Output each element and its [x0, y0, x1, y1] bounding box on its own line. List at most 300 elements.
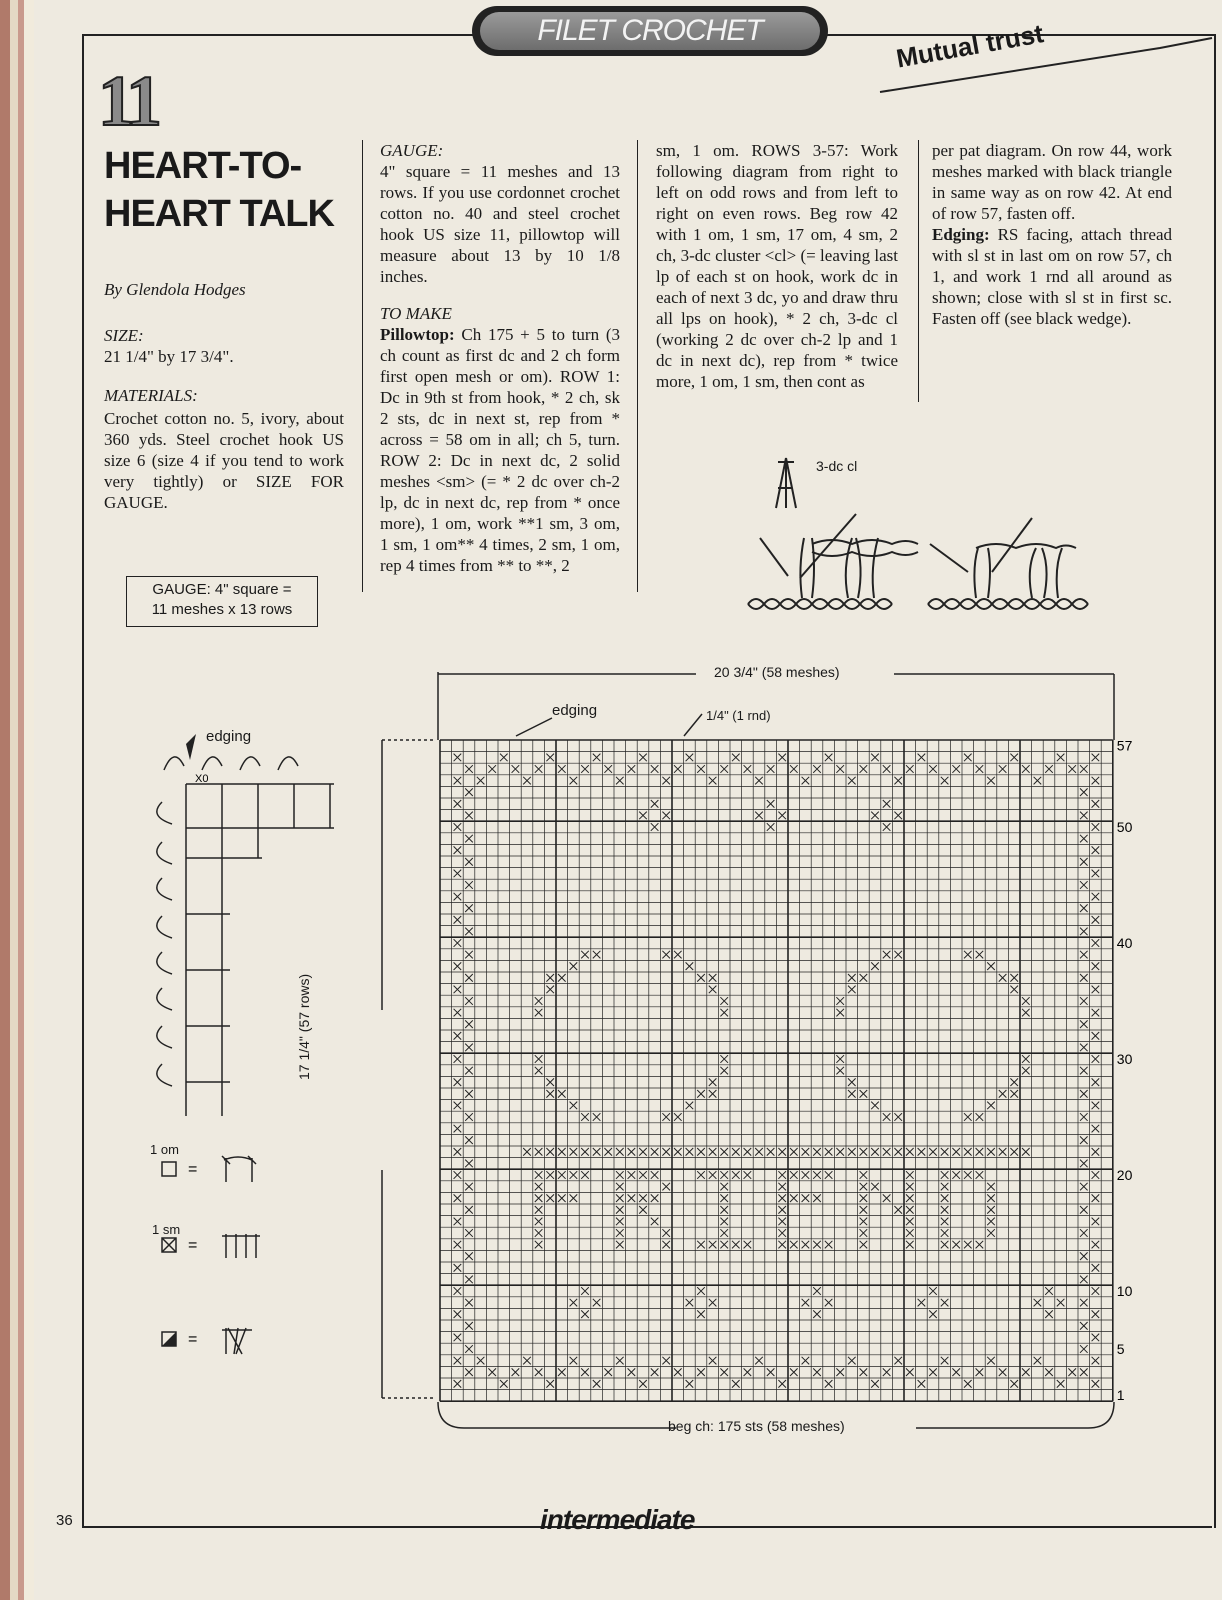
solid-mesh [1045, 1368, 1053, 1376]
row-number-label: 40 [1116, 934, 1133, 951]
solid-mesh [941, 1218, 949, 1226]
solid-mesh [999, 974, 1007, 982]
solid-mesh [454, 754, 462, 762]
solid-mesh [778, 754, 786, 762]
solid-mesh [465, 1020, 473, 1028]
solid-mesh [465, 881, 473, 889]
solid-mesh [465, 1252, 473, 1260]
solid-mesh [709, 986, 717, 994]
solid-mesh [1010, 1380, 1018, 1388]
solid-mesh [686, 1102, 694, 1110]
solid-mesh [639, 1171, 647, 1179]
solid-mesh [523, 1148, 531, 1156]
solid-mesh [929, 1368, 937, 1376]
solid-mesh [848, 1078, 856, 1086]
solid-mesh [1010, 1078, 1018, 1086]
solid-mesh [883, 1368, 891, 1376]
solid-mesh [860, 1368, 868, 1376]
solid-mesh [454, 1218, 462, 1226]
solid-mesh [720, 1229, 728, 1237]
solid-mesh [720, 1218, 728, 1226]
solid-mesh [454, 777, 462, 785]
solid-mesh [488, 1368, 496, 1376]
solid-mesh [778, 1171, 786, 1179]
solid-mesh [894, 1148, 902, 1156]
solid-mesh [732, 1171, 740, 1179]
solid-mesh [1010, 1090, 1018, 1098]
solid-mesh [720, 765, 728, 773]
svg-text:X0: X0 [195, 773, 209, 785]
solid-mesh [987, 962, 995, 970]
row-number-label: 5 [1116, 1340, 1125, 1357]
solid-mesh [546, 1090, 554, 1098]
solid-mesh [454, 1380, 462, 1388]
solid-mesh [941, 1299, 949, 1307]
solid-mesh [662, 951, 670, 959]
solid-mesh [709, 1148, 717, 1156]
solid-mesh [802, 1148, 810, 1156]
solid-mesh [1057, 754, 1065, 762]
solid-mesh [1092, 1148, 1100, 1156]
solid-mesh [465, 1067, 473, 1075]
solid-mesh [1080, 765, 1088, 773]
solid-mesh [813, 765, 821, 773]
solid-mesh [894, 1357, 902, 1365]
solid-mesh [465, 951, 473, 959]
solid-mesh [546, 986, 554, 994]
solid-mesh [697, 765, 705, 773]
solid-mesh [686, 1148, 694, 1156]
solid-mesh [790, 1194, 798, 1202]
solid-mesh [894, 1206, 902, 1214]
solid-mesh [802, 1171, 810, 1179]
solid-mesh [825, 754, 833, 762]
solid-mesh [860, 1229, 868, 1237]
solid-mesh [987, 1206, 995, 1214]
title-line: HEART TALK [104, 193, 334, 235]
row-number-label: 20 [1116, 1166, 1133, 1183]
edging-label: Edging: [932, 225, 990, 244]
solid-mesh [662, 1241, 670, 1249]
solid-mesh [581, 951, 589, 959]
gauge-column [380, 140, 620, 576]
solid-mesh [929, 1148, 937, 1156]
title-line: HEART-TO- [104, 145, 302, 187]
solid-mesh [790, 765, 798, 773]
solid-mesh [465, 858, 473, 866]
solid-mesh [1068, 765, 1076, 773]
solid-mesh [999, 765, 1007, 773]
solid-mesh [1080, 1020, 1088, 1028]
solid-mesh [546, 974, 554, 982]
solid-mesh [883, 800, 891, 808]
solid-mesh [802, 1299, 810, 1307]
size-label: SIZE: [104, 326, 144, 345]
solid-mesh [987, 1194, 995, 1202]
solid-mesh [616, 1357, 624, 1365]
solid-mesh [454, 1102, 462, 1110]
solid-mesh [651, 823, 659, 831]
solid-mesh [1034, 777, 1042, 785]
solid-mesh [755, 812, 763, 820]
solid-mesh [860, 1206, 868, 1214]
solid-mesh [535, 1183, 543, 1191]
solid-mesh [1080, 1252, 1088, 1260]
solid-mesh [581, 1148, 589, 1156]
solid-mesh [465, 765, 473, 773]
solid-mesh [500, 1380, 508, 1388]
solid-mesh [697, 1171, 705, 1179]
solid-mesh [871, 962, 879, 970]
solid-mesh [697, 1090, 705, 1098]
filet-chart [436, 736, 1186, 1408]
solid-mesh [1080, 1229, 1088, 1237]
solid-mesh [778, 1380, 786, 1388]
solid-mesh [558, 1148, 566, 1156]
solid-mesh [535, 1148, 543, 1156]
solid-mesh [616, 1206, 624, 1214]
solid-mesh [1092, 962, 1100, 970]
column-divider [362, 140, 363, 592]
solid-mesh [1080, 974, 1088, 982]
solid-mesh [906, 1241, 914, 1249]
solid-mesh [570, 1299, 578, 1307]
solid-mesh [454, 1148, 462, 1156]
solid-mesh [465, 1322, 473, 1330]
byline: By Glendola Hodges [104, 280, 246, 299]
solid-mesh [697, 974, 705, 982]
solid-mesh [1022, 997, 1030, 1005]
equals-sign: = [188, 1237, 198, 1254]
solid-mesh [1080, 1044, 1088, 1052]
solid-mesh [662, 1113, 670, 1121]
solid-mesh [570, 777, 578, 785]
solid-mesh [976, 1113, 984, 1121]
solid-mesh [454, 893, 462, 901]
chart-edging-label: edging [552, 702, 598, 719]
solid-mesh [686, 1299, 694, 1307]
solid-mesh [1080, 1276, 1088, 1284]
solid-mesh [836, 1055, 844, 1063]
solid-mesh [976, 1241, 984, 1249]
solid-mesh [952, 1241, 960, 1249]
solid-mesh [778, 1194, 786, 1202]
solid-mesh [1080, 1067, 1088, 1075]
solid-mesh [929, 1287, 937, 1295]
solid-mesh [1080, 951, 1088, 959]
solid-mesh [999, 1368, 1007, 1376]
solid-mesh [964, 1148, 972, 1156]
solid-mesh [454, 939, 462, 947]
solid-mesh [778, 1229, 786, 1237]
solid-mesh [697, 1287, 705, 1295]
solid-mesh [535, 765, 543, 773]
solid-mesh [1092, 1055, 1100, 1063]
solid-mesh [674, 951, 682, 959]
solid-mesh [755, 777, 763, 785]
chart-base-label: beg ch: 175 sts (58 meshes) [668, 1418, 845, 1434]
materials-text: Crochet cotton no. 5, ivory, about 360 yds. Steel crochet hook US size 6 (size 4 if you tend to work very tightly) or SIZE FOR GAUGE. [104, 409, 344, 512]
solid-mesh [651, 1194, 659, 1202]
solid-mesh [894, 1113, 902, 1121]
solid-mesh [976, 765, 984, 773]
solid-mesh [999, 1090, 1007, 1098]
solid-mesh [918, 1148, 926, 1156]
solid-mesh [952, 1171, 960, 1179]
solid-mesh [1022, 1067, 1030, 1075]
solid-mesh [674, 1148, 682, 1156]
equals-sign: = [188, 1161, 198, 1178]
solid-mesh [1092, 1218, 1100, 1226]
solid-mesh [860, 1171, 868, 1179]
solid-mesh [477, 777, 485, 785]
solid-mesh [674, 1113, 682, 1121]
solid-mesh [570, 1148, 578, 1156]
solid-mesh [987, 777, 995, 785]
solid-mesh [465, 997, 473, 1005]
solid-mesh [1092, 1194, 1100, 1202]
solid-mesh [1092, 823, 1100, 831]
solid-mesh [651, 1218, 659, 1226]
solid-mesh [709, 1299, 717, 1307]
solid-mesh [1080, 1113, 1088, 1121]
solid-mesh [535, 1229, 543, 1237]
solid-mesh [454, 1055, 462, 1063]
solid-mesh [952, 1148, 960, 1156]
legend-om-label: 1 om [150, 1142, 179, 1157]
gauge-text: 4" square = 11 meshes and 13 rows. If you use cordonnet crochet cotton no. 40 and steel crochet hook US size 11, pillowtop will measure about 13 by 10 1/8 inches. [380, 162, 620, 286]
solid-mesh [465, 1299, 473, 1307]
edging-text: RS facing, attach thread with sl st in last om on row 57, ch 1, and work 1 rnd all around as shown; close with sl st in first sc. Fasten off (see black wedge). [932, 225, 1173, 328]
solid-mesh [1080, 788, 1088, 796]
row-number-label: 1 [1116, 1387, 1125, 1404]
solid-mesh [570, 1102, 578, 1110]
solid-mesh [1092, 1009, 1100, 1017]
solid-mesh [987, 1218, 995, 1226]
solid-mesh [755, 1357, 763, 1365]
solid-mesh [488, 765, 496, 773]
solid-mesh [813, 1171, 821, 1179]
cluster-illustration [740, 448, 1100, 628]
solid-mesh [500, 754, 508, 762]
solid-mesh [662, 1183, 670, 1191]
solid-mesh [744, 765, 752, 773]
solid-mesh [639, 1194, 647, 1202]
solid-mesh [546, 1078, 554, 1086]
solid-mesh [1092, 1287, 1100, 1295]
solid-mesh [906, 1206, 914, 1214]
solid-mesh [546, 1380, 554, 1388]
solid-mesh [454, 1310, 462, 1318]
solid-mesh [593, 1113, 601, 1121]
solid-mesh [465, 904, 473, 912]
solid-mesh [976, 1148, 984, 1156]
solid-mesh [918, 1380, 926, 1388]
solid-mesh [825, 1380, 833, 1388]
solid-mesh [848, 986, 856, 994]
solid-mesh [964, 1380, 972, 1388]
solid-mesh [813, 1241, 821, 1249]
solid-mesh [512, 1368, 520, 1376]
solid-mesh [1080, 928, 1088, 936]
solid-mesh [546, 1148, 554, 1156]
gauge-box-line: GAUGE: 4" square = [152, 581, 292, 598]
solid-mesh [906, 1229, 914, 1237]
solid-mesh [465, 1183, 473, 1191]
solid-mesh [836, 765, 844, 773]
solid-mesh [1010, 1148, 1018, 1156]
solid-mesh [883, 823, 891, 831]
solid-mesh [720, 1171, 728, 1179]
solid-mesh [1092, 1264, 1100, 1272]
solid-mesh [639, 754, 647, 762]
legend-symbols [156, 1152, 286, 1382]
solid-mesh [616, 1148, 624, 1156]
solid-mesh [628, 765, 636, 773]
solid-mesh [720, 1241, 728, 1249]
solid-mesh [639, 1206, 647, 1214]
solid-mesh [813, 1148, 821, 1156]
solid-mesh [941, 1241, 949, 1249]
solid-mesh [558, 1090, 566, 1098]
solid-mesh [454, 1009, 462, 1017]
solid-mesh [558, 1368, 566, 1376]
solid-mesh [709, 1171, 717, 1179]
solid-mesh [593, 754, 601, 762]
tagline: Mutual trust [894, 18, 1046, 74]
row-number-label: 10 [1116, 1282, 1133, 1299]
solid-mesh [465, 1206, 473, 1214]
solid-mesh [720, 1148, 728, 1156]
solid-mesh [720, 1368, 728, 1376]
solid-mesh [987, 1102, 995, 1110]
solid-mesh [454, 1194, 462, 1202]
solid-mesh [697, 1368, 705, 1376]
solid-mesh [709, 974, 717, 982]
solid-mesh [558, 765, 566, 773]
solid-mesh [813, 1194, 821, 1202]
solid-mesh [1092, 777, 1100, 785]
solid-mesh [767, 1368, 775, 1376]
solid-mesh [767, 1148, 775, 1156]
solid-mesh [744, 1171, 752, 1179]
column4-text: per pat diagram. On row 44, work meshes marked with black triangle in same way as on row 42. At end of row 57, fasten off. [932, 141, 1172, 223]
solid-mesh [709, 777, 717, 785]
solid-mesh [628, 1148, 636, 1156]
solid-mesh [454, 1241, 462, 1249]
page-edge-stripe [10, 0, 18, 1600]
solid-mesh [651, 765, 659, 773]
solid-mesh [813, 1287, 821, 1295]
solid-mesh [477, 1357, 485, 1365]
solid-mesh [767, 823, 775, 831]
solid-mesh [1092, 986, 1100, 994]
solid-mesh [1010, 754, 1018, 762]
solid-mesh [651, 1368, 659, 1376]
solid-mesh [697, 1310, 705, 1318]
solid-mesh [465, 1229, 473, 1237]
solid-mesh [535, 1368, 543, 1376]
solid-mesh [778, 1148, 786, 1156]
solid-mesh [1080, 812, 1088, 820]
materials-label: MATERIALS: [104, 386, 198, 405]
solid-mesh [639, 812, 647, 820]
solid-mesh [1068, 1368, 1076, 1376]
solid-mesh [1080, 881, 1088, 889]
solid-mesh [1080, 1345, 1088, 1353]
solid-mesh [1092, 916, 1100, 924]
solid-mesh [964, 1171, 972, 1179]
gauge-label: GAUGE: [380, 141, 444, 160]
solid-mesh [570, 1357, 578, 1365]
solid-mesh [639, 1148, 647, 1156]
solid-mesh [860, 974, 868, 982]
solid-mesh [1092, 846, 1100, 854]
tomake-label: TO MAKE [380, 304, 452, 323]
solid-mesh [871, 1380, 879, 1388]
solid-mesh [535, 1009, 543, 1017]
solid-mesh [720, 997, 728, 1005]
solid-mesh [1092, 1380, 1100, 1388]
solid-mesh [860, 1183, 868, 1191]
solid-mesh [1092, 1078, 1100, 1086]
column-divider [637, 140, 638, 592]
solid-mesh [1022, 1055, 1030, 1063]
open-mesh-symbol [162, 1162, 176, 1176]
solid-mesh [964, 754, 972, 762]
solid-mesh [1092, 1102, 1100, 1110]
page-edge-stripe [24, 0, 34, 1600]
solid-mesh [1080, 858, 1088, 866]
solid-mesh [825, 1171, 833, 1179]
solid-mesh [941, 1206, 949, 1214]
column-divider [918, 140, 919, 402]
solid-mesh [1022, 765, 1030, 773]
solid-mesh [662, 1148, 670, 1156]
solid-mesh [454, 1171, 462, 1179]
edging-column [932, 140, 1172, 329]
solid-mesh [546, 1194, 554, 1202]
solid-mesh [581, 1287, 589, 1295]
skill-level: intermediate [540, 1504, 695, 1535]
solid-mesh [906, 1171, 914, 1179]
solid-mesh [1092, 1334, 1100, 1342]
solid-mesh [860, 1148, 868, 1156]
solid-mesh [744, 1148, 752, 1156]
solid-mesh [1092, 1241, 1100, 1249]
solid-mesh [454, 1334, 462, 1342]
solid-mesh [767, 765, 775, 773]
solid-mesh [570, 962, 578, 970]
solid-mesh [802, 1357, 810, 1365]
solid-mesh [1034, 1299, 1042, 1307]
edging-diagram [150, 730, 350, 1122]
solid-mesh [732, 1241, 740, 1249]
solid-mesh [709, 1090, 717, 1098]
row-number-label: 50 [1116, 818, 1133, 835]
solid-mesh [1092, 1310, 1100, 1318]
instructions-column: sm, 1 om. ROWS 3-57: Work following diagram from right to left on odd rows and from left to right on even rows. Beg row 42 with 1 om, 1 sm, 17 om, 4 sm, 2 ch, 3-dc cluster <cl> (= leaving last lp of each st on hook, work dc in each of next 3 dc, yo and draw thru all lps on hook), * 2 ch, 3-dc cl (working 2 dc over ch-2 lp and 1 dc in next dc), rep from * twice more, 1 om, 1 sm, then cont as [656, 141, 898, 391]
solid-mesh [941, 1357, 949, 1365]
solid-mesh [465, 812, 473, 820]
solid-mesh [860, 765, 868, 773]
solid-mesh [1080, 835, 1088, 843]
solid-mesh [651, 1148, 659, 1156]
solid-mesh [709, 1357, 717, 1365]
solid-mesh [1080, 1322, 1088, 1330]
solid-mesh [952, 1368, 960, 1376]
row-number-label: 57 [1116, 737, 1133, 754]
